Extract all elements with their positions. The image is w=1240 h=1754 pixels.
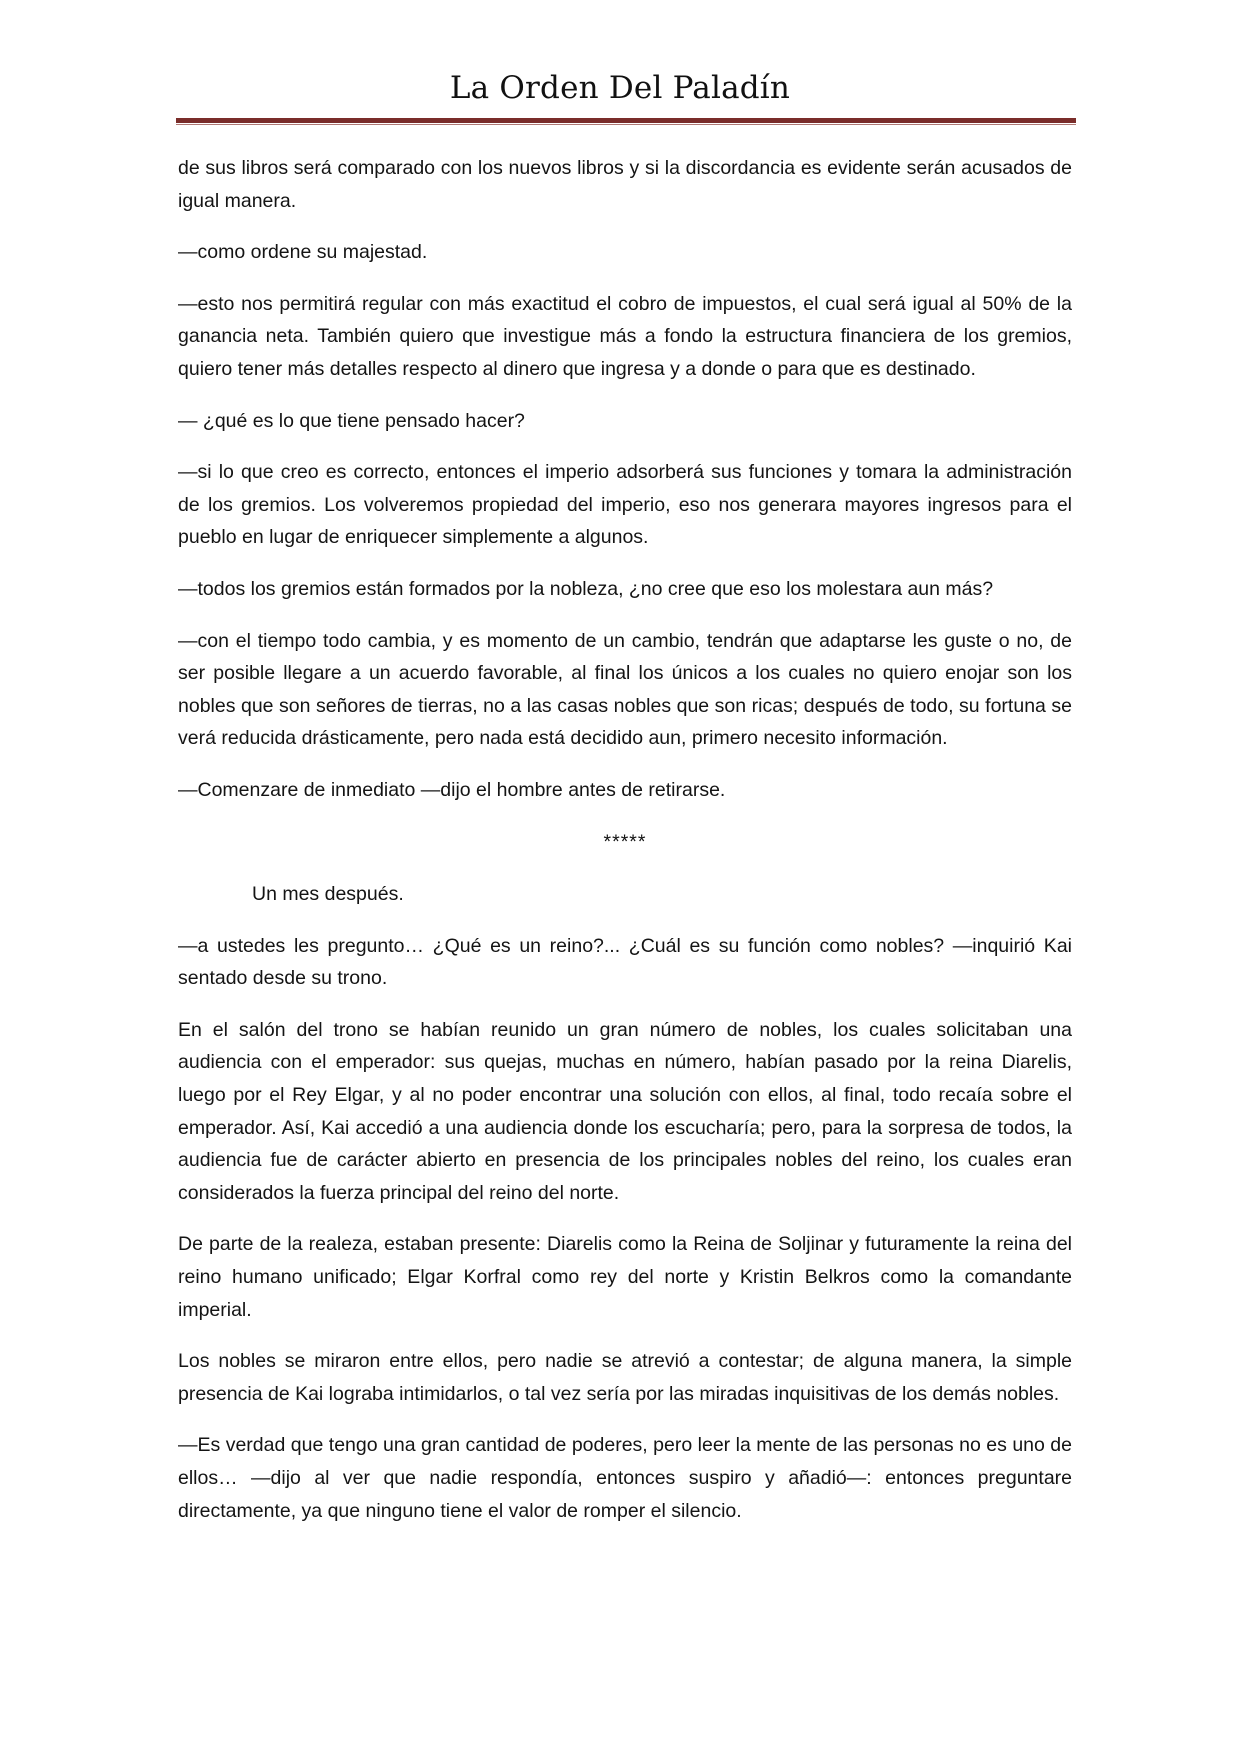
paragraph: En el salón del trono se habían reunido un gran número de nobles, los cuales solicitaban una audiencia con el emperador: sus quejas, muchas en número, habían pasado por la reina Diarelis, luego por el Rey Elgar, y al no poder encontrar una solución con ellos, al final, todo recaía sobre el emperador. Así, Kai accedió a una audiencia donde los escucharía; pero, para la sorpresa de todos, la audiencia fue de carácter abierto en presencia de los principales nobles del reino, los cuales eran considerados la fuerza principal del reino del norte. [178, 1018, 1072, 1204]
scene-separator: ***** [603, 830, 647, 853]
body-text [178, 152, 1072, 1546]
dialogue-line: —todos los gremios están formados por la nobleza, ¿no cree que eso los molestara aun más? [178, 577, 994, 600]
dialogue-line: —a ustedes les pregunto… ¿Qué es un reino?... ¿Cuál es su función como nobles? —inquirió Kai sentado desde su trono. [178, 934, 1072, 990]
paragraph: de sus libros será comparado con los nuevos libros y si la discordancia es evidente serán acusados de igual manera. [178, 157, 1072, 212]
dialogue-line: —como ordene su majestad. [178, 241, 428, 264]
paragraph: Los nobles se miraron entre ellos, pero nadie se atrevió a contestar; de alguna manera, la simple presencia de Kai lograba intimidarlos, o tal vez sería por las miradas inquisitivas de los demás nobles. [178, 1350, 1072, 1405]
header-rule [176, 118, 1076, 123]
dialogue-line: —esto nos permitirá regular con más exactitud el cobro de impuestos, el cual será igual al 50% de la ganancia neta. También quiero que investigue más a fondo la estructura financiera de los gremios, quiero tener más detalles respecto al dinero que ingresa y a donde o para que es destinado. [178, 292, 1072, 380]
scene-heading: Un mes después. [252, 883, 404, 906]
dialogue-line: —con el tiempo todo cambia, y es momento de un cambio, tendrán que adaptarse les guste o no, de ser posible llegare a un acuerdo favorable, al final los únicos a los cuales no quiero enojar son los nobles que son señores de tierras, no a las casas nobles que son ricas; después de todo, su fortuna se verá reducida drásticamente, pero nada está decidido aun, primero necesito información. [178, 629, 1072, 750]
paragraph: De parte de la realeza, estaban presente: Diarelis como la Reina de Soljinar y futuramente la reina del reino humano unificado; Elgar Korfral como rey del norte y Kristin Belkros como la comandante imperial. [178, 1233, 1072, 1321]
header-rule-underline [176, 124, 1076, 125]
dialogue-line: —Es verdad que tengo una gran cantidad de poderes, pero leer la mente de las personas no es uno de ellos… —dijo al ver que nadie respondía, entonces suspiro y añadió—: entonces preguntare directamente, ya que ninguno tiene el valor de romper el silencio. [178, 1434, 1072, 1522]
running-header-title: La Orden Del Paladín [449, 70, 791, 106]
dialogue-line: —si lo que creo es correcto, entonces el imperio adsorberá sus funciones y tomara la administración de los gremios. Los volveremos propiedad del imperio, eso nos generara mayores ingresos para el pueblo en lugar de enriquecer simplemente a algunos. [178, 461, 1072, 549]
dialogue-line: —Comenzare de inmediato —dijo el hombre antes de retirarse. [178, 778, 726, 801]
dialogue-line: — ¿qué es lo que tiene pensado hacer? [178, 409, 525, 432]
